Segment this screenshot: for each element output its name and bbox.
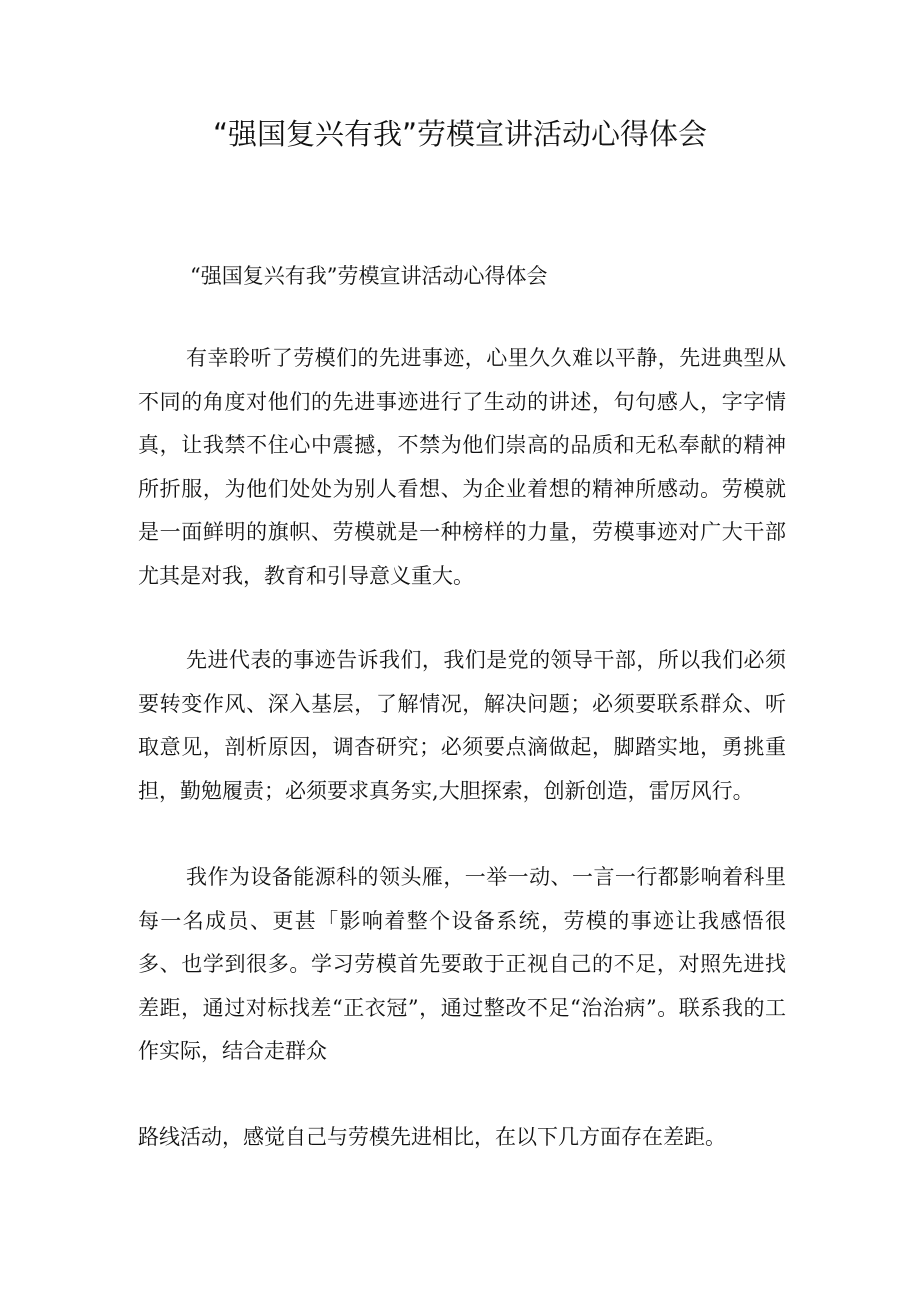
paragraph-3: 我作为设备能源科的领头雁，一举一动、一言一行都影响着科里每一名成员、更甚「影响着整个设备系统，劳模的事迹让我感悟很多、也学到很多。学习劳模首先要敢于正视自己的不足，对照先进找差距，通过对标找差“正衣冠”，通过整改不足“治治病”。联系我的工作实际，结合走群众: [138, 865, 786, 1063]
document-title: “强国复兴有我”劳模宣讲活动心得体会: [212, 117, 708, 151]
document-subtitle: “强国复兴有我”劳模宣讲活动心得体会: [190, 264, 548, 288]
paragraph-2: 先进代表的事迹告诉我们，我们是党的领导干部，所以我们必须要转变作风、深入基层，了解情况，解决问题；必须要联系群众、听取意见，剖析原因，调杳研究；必须要点滴做起，脚踏实地，勇挑重担，勤勉履责；必须要求真务实,大胆探索，创新创造，雷厉风行。: [138, 648, 786, 803]
paragraph-1: 有幸聆听了劳模们的先进事迹，心里久久难以平静，先进典型从不同的角度对他们的先进事迹进行了生动的讲述，句句感人，字字情真，让我禁不住心中震撼，不禁为他们崇高的品质和无私奉献的精神所折服，为他们处处为别人看想、为企业着想的精神所感动。劳模就是一面鲜明的旗帜、劳模就是一种榜样的力量，劳模事迹对广大干部尤其是对我，教育和引导意义重大。: [138, 346, 786, 588]
paragraph-4: 路线活动，感觉自己与劳模先进相比，在以下几方面存在差距。: [138, 1125, 726, 1149]
